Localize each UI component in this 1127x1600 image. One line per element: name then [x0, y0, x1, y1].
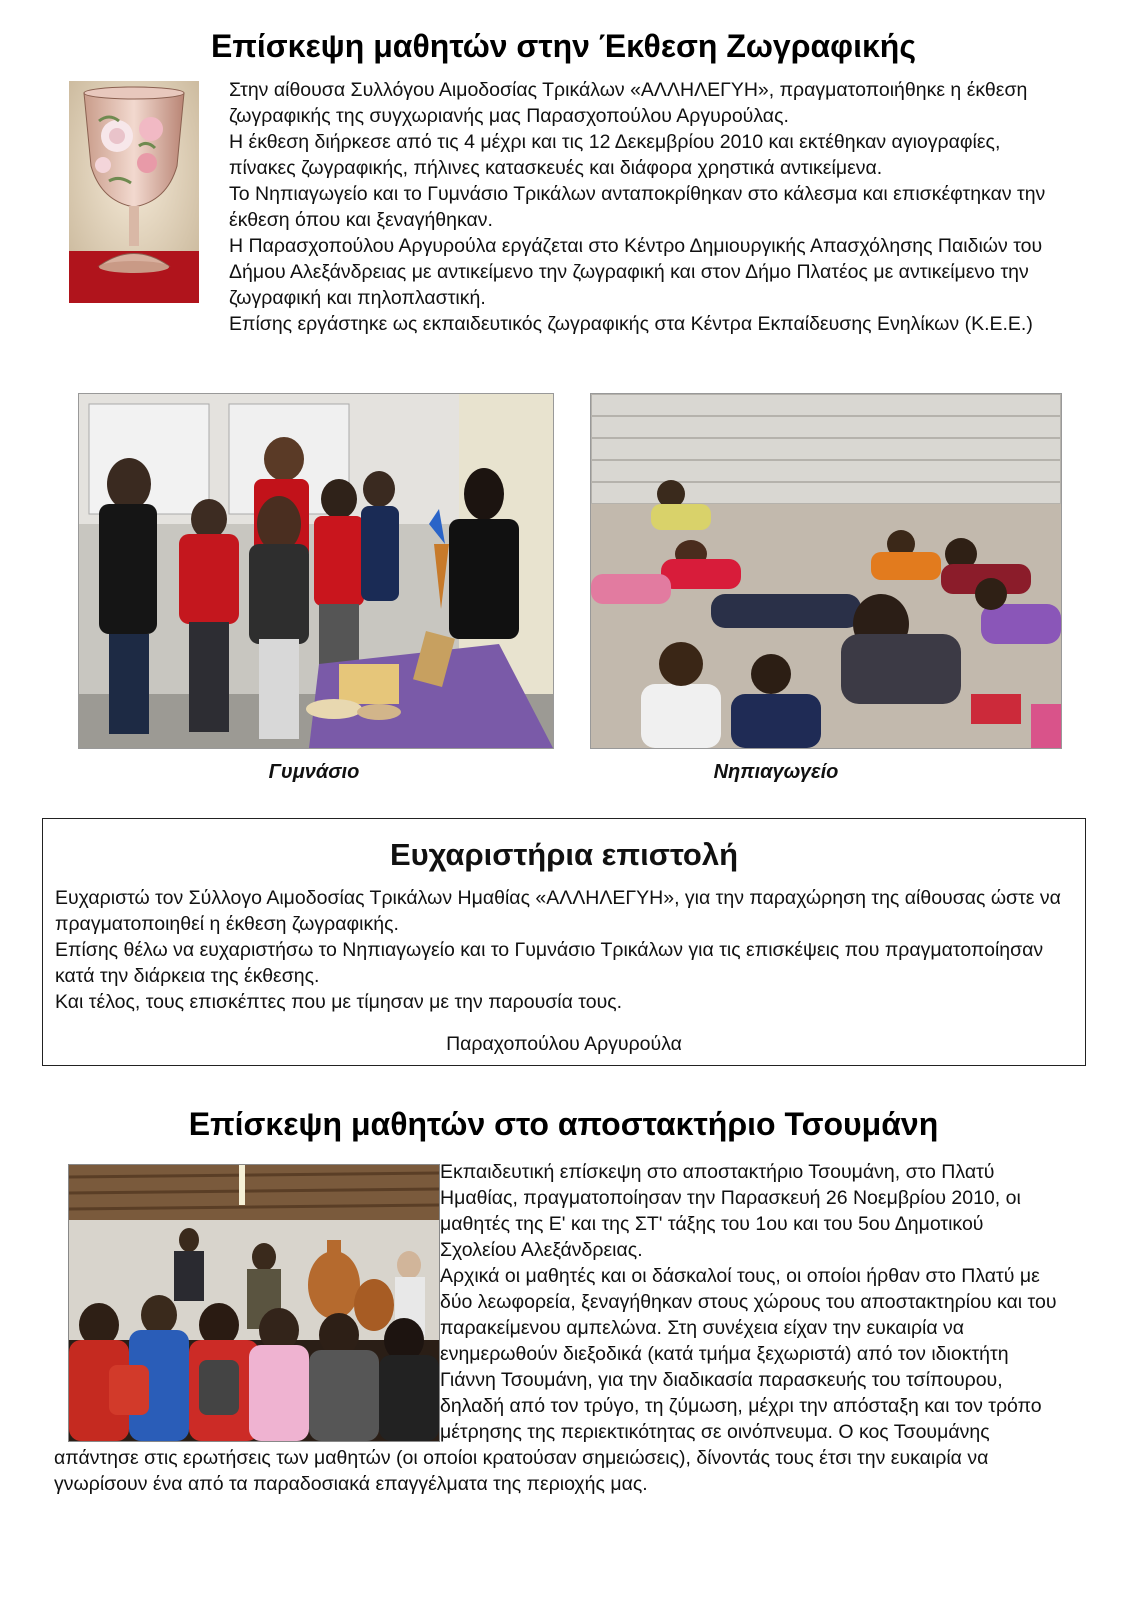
letter-signature: Παραχοπούλου Αργυρούλα [446, 1033, 682, 1055]
letter-body [55, 885, 1071, 1015]
section1-paragraph: Το Νηπιαγωγείο και το Γυμνάσιο Τρικάλων ανταποκρίθηκαν στο κάλεσμα και επισκέφτηκαν την έκθεση όπου και ξεναγήθηκαν. [229, 183, 1046, 231]
section2-text [54, 1159, 1064, 1497]
letter-paragraph: Ευχαριστώ τον Σύλλογο Αιμοδοσίας Τρικάλων Ημαθίας «ΑΛΛΗΛΕΓΥΗ», για την παραχώρηση της αίθουσας ώστε να πραγματοποιηθεί η έκθεση ζωγραφικής. [55, 887, 1061, 935]
section2-title: Επίσκεψη μαθητών στο αποστακτήριο Τσουμάνη [188, 1106, 939, 1142]
letter-title: Ευχαριστήρια επιστολή [389, 837, 739, 872]
section2-paragraph: Αρχικά οι μαθητές και οι δάσκαλοί τους, οι οποίοι ήρθαν στο Πλατύ με δύο λεωφορεία, ξεναγήθηκαν στους χώρους του αποστακτηρίου και του παρακείμενου αμπελώνα. Στη συνέχεια είχαν την ευκαιρία να ενημερωθούν διεξοδικά (κατά τμήμα ξεχωριστά) από τον ιδιοκτήτη Γιάννη Τσουμάνη, για την διαδικασία παρασκευής του τσίπουρου, δηλαδή από τον τρύγο, τη ζύμωση, μέχρι την απόσταξη και τον τρόπο μέτρησης της περιεκτικότητας σε οινόπνευμα. Ο κος Τσουμάνης απάντησε στις ερωτήσεις των μαθητών (οι οποίοι κρατούσαν σημειώσεις), δίνοντάς τους έτσι την ευκαιρία να γνωρίσουν ένα από τα παραδοσιακά επαγγέλματα της περιοχής μας. [54, 1265, 1057, 1495]
goblet-photo [69, 81, 199, 303]
letter-paragraph: Και τέλος, τους επισκέπτες που με τίμησαν με την παρουσία τους. [55, 991, 623, 1013]
kindergarten-photo [590, 393, 1062, 749]
section1-paragraph: Επίσης εργάστηκε ως εκπαιδευτικός ζωγραφικής στα Κέντρα Εκπαίδευσης Ενηλίκων (Κ.Ε.Ε.) [229, 313, 1033, 335]
section2-paragraph: Εκπαιδευτική επίσκεψη στο αποστακτήριο Τσουμάνη, στο Πλατύ Ημαθίας, πραγματοποίησαν την Παρασκευή 26 Νοεμβρίου 2010, οι μαθητές της Ε' και της ΣΤ' τάξης του 1ου και του 5ου Δημοτικού Σχολείου Αλεξάνδρειας. [440, 1161, 1021, 1261]
section1-paragraph: Η Παρασχοπούλου Αργυρούλα εργάζεται στο Κέντρο Δημιουργικής Απασχόλησης Παιδιών του Δήμου Αλεξάνδρειας με αντικείμενο την ζωγραφική και στον Δήμο Πλατέος με αντικείμενο την ζωγραφική και πηλοπλαστική. [229, 235, 1043, 309]
section1-paragraph: Στην αίθουσα Συλλόγου Αιμοδοσίας Τρικάλων «ΑΛΛΗΛΕΓΥΗ», πραγματοποιήθηκε η έκθεση ζωγραφικής της συγχωριανής μας Παρασχοπούλου Αργυρούλας. [229, 79, 1028, 127]
gymnasium-caption: Γυμνάσιο [268, 761, 360, 783]
distillery-photo [68, 1164, 440, 1442]
gymnasium-photo [78, 393, 554, 749]
section1-title: Επίσκεψη μαθητών στην Έκθεση Ζωγραφικής [211, 28, 916, 64]
section1-paragraph: Η έκθεση διήρκεσε από τις 4 μέχρι και τις 12 Δεκεμβρίου 2010 και εκτέθηκαν αγιογραφίες, πίνακες ζωγραφικής, πήλινες κατασκευές και διάφορα χρηστικά αντικείμενα. [229, 131, 1001, 179]
section1-text [54, 77, 1064, 337]
thank-you-letter [42, 818, 1086, 1066]
kindergarten-caption: Νηπιαγωγείο [713, 761, 839, 783]
letter-paragraph: Επίσης θέλω να ευχαριστήσω το Νηπιαγωγείο και το Γυμνάσιο Τρικάλων για τις επισκέψεις που πραγματοποίησαν κατά την διάρκεια της έκθεσης. [55, 939, 1044, 987]
